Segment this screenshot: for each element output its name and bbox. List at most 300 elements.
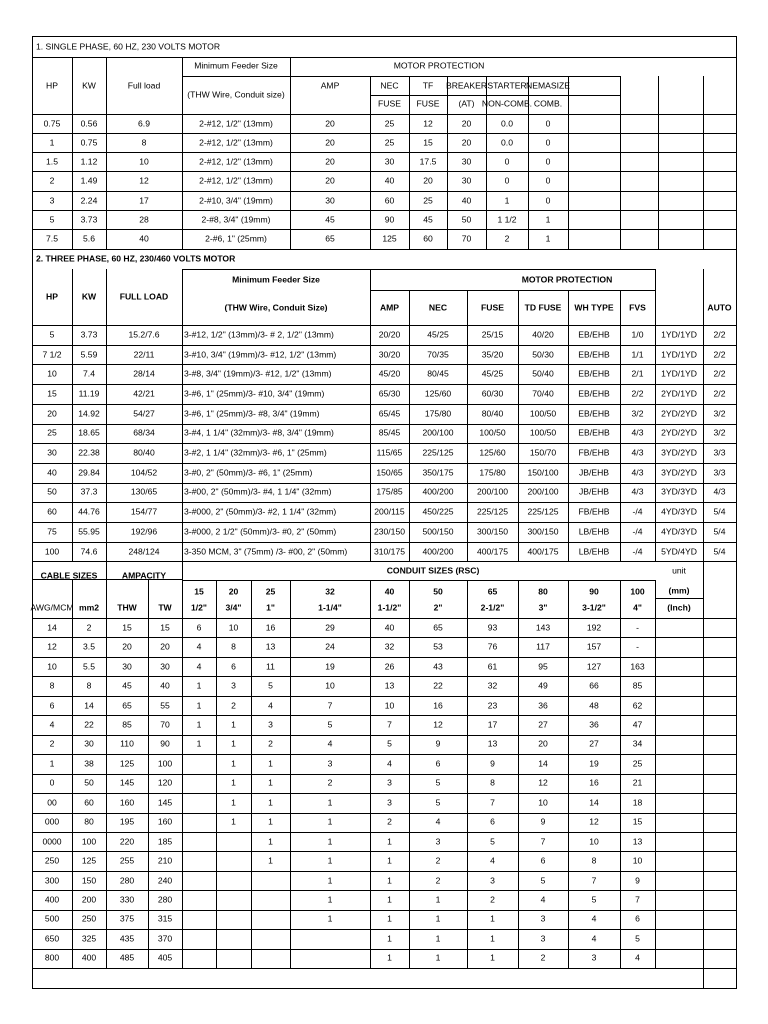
grid-line [467, 290, 468, 562]
table-cell: 3-#6, 1" (25mm)/3- #10, 3/4" (19mm) [184, 388, 325, 399]
table-cell: 1 1/2 [497, 214, 517, 225]
grid-line [32, 793, 737, 794]
table-cell: 127 [586, 661, 602, 672]
table-cell: 192 [586, 622, 602, 633]
table-cell: 8 [591, 855, 597, 866]
table-cell: 19 [589, 758, 599, 769]
table-cell: 1 [490, 933, 495, 944]
table-cell: 54/27 [133, 408, 155, 419]
table-cell: EB/EHB [578, 349, 610, 360]
grid-line [655, 598, 704, 599]
table-cell: 70 [160, 719, 170, 730]
table-cell: 400/200 [422, 546, 454, 557]
table-cell: 8 [49, 680, 55, 691]
table-cell: 65 [122, 700, 132, 711]
table-cell: 9 [540, 816, 546, 827]
table-cell: 1.12 [80, 156, 98, 167]
table-cell: 50 [47, 487, 57, 498]
table-cell: 3 [387, 778, 392, 789]
table-cell: 20 [325, 156, 335, 167]
grid-line [182, 561, 183, 969]
table-cell: 125 [382, 233, 397, 244]
table-cell: 17 [139, 195, 149, 206]
table-cell: 400 [81, 953, 97, 964]
table-cell: 2/2 [713, 349, 726, 360]
col-header: HP [46, 291, 58, 302]
table-cell: 5 [49, 329, 55, 340]
table-cell: 160 [119, 797, 135, 808]
table-cell: 45 [325, 214, 335, 225]
col-header: (Inch) [667, 602, 691, 613]
grid-line [568, 580, 569, 969]
table-cell: 2 [49, 175, 55, 186]
table-cell: 4 [327, 739, 333, 750]
table-cell: 150/70 [529, 447, 557, 458]
table-cell: 1 [268, 778, 273, 789]
grid-line [370, 290, 656, 291]
table-cell: 0 [545, 195, 551, 206]
table-cell: 18 [632, 797, 643, 808]
col-header: (THW Wire, Conduit Size) [224, 302, 328, 313]
col-header: 65 [487, 586, 498, 597]
table-cell: 1 [387, 855, 392, 866]
section1-title: 1. SINGLE PHASE, 60 HZ, 230 VOLTS MOTOR [36, 41, 221, 52]
table-cell: 70 [461, 233, 472, 244]
table-cell: 20 [160, 641, 170, 652]
table-cell: 200 [81, 894, 97, 905]
table-cell: 61 [487, 661, 498, 672]
table-cell: 255 [119, 855, 135, 866]
table-cell: 310/175 [373, 546, 406, 557]
grid-line [32, 735, 737, 736]
table-cell: 85 [122, 719, 132, 730]
grid-line [32, 637, 737, 638]
table-cell: 34 [632, 739, 643, 750]
table-cell: 1 [49, 758, 55, 769]
table-cell: 20 [423, 175, 433, 186]
table-cell: 100/50 [479, 428, 506, 439]
table-cell: 30/20 [378, 349, 401, 360]
grid-line [72, 269, 73, 562]
table-cell: 2/1 [631, 368, 644, 379]
table-cell: 45/20 [378, 368, 401, 379]
table-cell: 66 [589, 680, 599, 691]
table-cell: 25 [384, 118, 395, 129]
table-cell: 7 [387, 719, 392, 730]
table-cell: 154/77 [130, 506, 158, 517]
table-cell: 10 [47, 368, 57, 379]
grid-line [32, 890, 737, 891]
table-cell: 0 [504, 156, 510, 167]
table-cell: 1 [196, 700, 202, 711]
col-header: mm2 [78, 602, 100, 613]
table-cell: 26 [384, 661, 395, 672]
table-cell: 1 [387, 953, 392, 964]
table-cell: 40 [384, 175, 395, 186]
table-cell: 1 [327, 855, 333, 866]
col-header: Minimum Feeder Size [194, 60, 278, 71]
col-header: 15 [194, 586, 204, 597]
table-cell: 2/2 [713, 368, 726, 379]
table-cell: 315 [157, 914, 173, 925]
table-cell: 0 [504, 175, 510, 186]
table-cell: 15 [632, 816, 643, 827]
table-cell: 3 [540, 933, 546, 944]
table-cell: 29 [325, 622, 335, 633]
table-cell: 1/1 [631, 349, 644, 360]
grid-line [182, 76, 621, 77]
table-cell: 3-#8, 3/4" (19mm)/3- #12, 1/2" (13mm) [184, 368, 332, 379]
table-cell: 60 [423, 233, 433, 244]
table-cell: 27 [538, 719, 548, 730]
table-cell: 1 [196, 719, 202, 730]
col-header: 25 [265, 586, 276, 597]
grid-line [72, 579, 73, 969]
grid-line [32, 36, 33, 250]
table-cell: 3.73 [80, 329, 98, 340]
table-cell: 62 [632, 700, 643, 711]
table-cell: 44.76 [78, 506, 100, 517]
grid-line [32, 561, 737, 562]
table-cell: 6 [540, 855, 546, 866]
col-header: 2" [433, 602, 443, 613]
table-cell: 4 [196, 661, 202, 672]
table-cell: 20 [325, 175, 335, 186]
table-cell: 13 [384, 680, 395, 691]
table-cell: 1 [268, 758, 273, 769]
table-cell: 220 [119, 836, 135, 847]
table-cell: 3.73 [80, 214, 98, 225]
table-cell: 1 [490, 914, 495, 925]
table-cell: 157 [586, 641, 602, 652]
table-cell: 11.19 [78, 388, 100, 399]
table-cell: 9 [635, 875, 640, 886]
grid-line [32, 57, 737, 58]
table-cell: 2YD/1YD [661, 388, 697, 399]
table-cell: 3 [540, 914, 546, 925]
table-cell: 3-#4, 1 1/4" (32mm)/3- #8, 3/4" (19mm) [184, 428, 334, 439]
table-cell: 5 [268, 680, 273, 691]
table-cell: 45 [122, 680, 132, 691]
table-cell: 29.84 [78, 467, 100, 478]
table-cell: 76 [487, 641, 498, 652]
table-cell: FB/EHB [578, 506, 610, 517]
table-cell: 3-#2, 1 1/4" (32mm)/3- #6, 1" (25mm) [184, 447, 327, 458]
col-header: 1/2" [190, 602, 208, 613]
table-cell: 5YD/4YD [661, 546, 697, 557]
col-header: TF [422, 80, 434, 91]
grid-line [32, 910, 737, 911]
col-header: AMP [379, 302, 400, 313]
table-cell: 1 [231, 797, 236, 808]
table-cell: 3-#0, 2" (50mm)/3- #6, 1" (25mm) [184, 467, 313, 478]
table-cell: 3.5 [83, 641, 95, 652]
table-cell: 20 [461, 118, 472, 129]
table-cell: 7 [591, 875, 597, 886]
table-cell: 5 [387, 739, 392, 750]
table-cell: 60 [47, 506, 57, 517]
table-cell: 40 [384, 622, 395, 633]
table-cell: 1 [545, 233, 551, 244]
grid-line [32, 171, 737, 172]
grid-line [32, 968, 737, 969]
table-cell: 200/100 [527, 487, 559, 498]
table-cell: 248/124 [128, 546, 160, 557]
table-cell: 14 [538, 758, 548, 769]
table-cell: 4 [268, 700, 273, 711]
table-cell: 30 [384, 156, 395, 167]
table-cell: 2 [49, 739, 55, 750]
table-cell: EB/EHB [578, 388, 610, 399]
table-cell: 145 [119, 778, 135, 789]
table-cell: 8 [231, 641, 236, 652]
grid-line [409, 290, 410, 562]
table-cell: 1 [231, 778, 236, 789]
table-cell: 1 [327, 914, 333, 925]
table-cell: 3YD/3YD [661, 487, 697, 498]
grid-line [32, 229, 737, 230]
table-cell: 85/45 [378, 428, 401, 439]
table-cell: 210 [157, 855, 173, 866]
table-cell: 25 [632, 758, 643, 769]
table-cell: 280 [157, 894, 173, 905]
table-cell: 20 [461, 137, 472, 148]
table-cell: 240 [157, 875, 173, 886]
table-cell: 500/150 [422, 526, 454, 537]
grid-line [32, 715, 737, 716]
table-cell: 12 [433, 719, 443, 730]
col-header: CABLE SIZES [40, 571, 98, 582]
table-cell: 5 [49, 214, 55, 225]
table-cell: 10 [139, 156, 149, 167]
table-cell: 450/225 [422, 506, 454, 517]
table-cell: 2 [327, 778, 333, 789]
grid-line [32, 542, 737, 543]
table-cell: 22 [433, 680, 443, 691]
col-header: (mm) [668, 585, 690, 596]
table-cell: 400/175 [527, 546, 559, 557]
table-cell: 10 [228, 622, 239, 633]
col-header: KW [81, 291, 97, 302]
table-cell: 2/2 [631, 388, 644, 399]
grid-line [32, 210, 737, 211]
table-cell: 1.5 [46, 156, 58, 167]
col-header: Full load [127, 80, 161, 91]
grid-line [32, 114, 737, 115]
table-cell: - [636, 641, 639, 652]
table-cell: 3YD/2YD [661, 467, 697, 478]
table-cell: 1 [435, 933, 441, 944]
table-cell: 125 [119, 758, 135, 769]
table-cell: 5.6 [83, 233, 95, 244]
table-cell: 4YD/3YD [661, 526, 697, 537]
table-cell: 50 [84, 778, 94, 789]
table-cell: 1.49 [80, 175, 98, 186]
table-cell: 1YD/1YD [661, 349, 697, 360]
table-cell: 60/30 [481, 388, 504, 399]
table-cell: 30 [160, 661, 170, 672]
col-header: 3/4" [225, 602, 242, 613]
table-cell: 17.5 [419, 156, 437, 167]
col-header: unit [672, 565, 686, 576]
table-cell: 3-#12, 1/2" (13mm)/3- # 2, 1/2" (13mm) [184, 329, 334, 340]
grid-line [32, 463, 737, 464]
table-cell: 15.2/7.6 [128, 329, 160, 340]
grid-line [251, 580, 252, 969]
table-cell: 53 [433, 641, 443, 652]
table-cell: 650 [44, 933, 60, 944]
table-cell: 3/3 [713, 467, 726, 478]
table-cell: 2/2 [713, 388, 726, 399]
table-cell: 40 [160, 680, 170, 691]
table-cell: 125/60 [479, 447, 506, 458]
table-cell: 70/35 [427, 349, 449, 360]
grid-line [216, 580, 217, 969]
table-cell: 30 [325, 195, 335, 206]
grid-line [32, 404, 737, 405]
table-cell: 800 [44, 953, 60, 964]
grid-line [106, 269, 107, 562]
grid-line [32, 325, 737, 326]
col-header: Minimum Feeder Size [232, 274, 320, 285]
table-cell: 3 [591, 953, 597, 964]
table-cell: 3-#000, 2 1/2" (50mm)/3- #0, 2" (50mm) [184, 526, 337, 537]
table-cell: 16 [265, 622, 276, 633]
table-cell: 30 [461, 175, 472, 186]
col-header: FUSE [481, 302, 504, 313]
table-cell: 45 [423, 214, 433, 225]
grid-line [658, 76, 659, 250]
table-cell: 1 [435, 914, 441, 925]
table-cell: 10 [47, 661, 57, 672]
grid-line [568, 76, 569, 250]
table-cell: 4/3 [631, 428, 644, 439]
table-cell: 9 [490, 758, 495, 769]
col-header: 3" [538, 602, 548, 613]
col-header: NON-COMB. [481, 98, 533, 109]
col-header: THW [117, 602, 137, 613]
table-cell: 0 [545, 118, 551, 129]
grid-line [32, 133, 737, 134]
table-cell: 3/2 [631, 408, 644, 419]
table-cell: 21 [632, 778, 643, 789]
grid-line [32, 502, 737, 503]
table-cell: 1 [327, 894, 333, 905]
table-cell: 1 [231, 758, 236, 769]
table-cell: 50 [461, 214, 472, 225]
table-cell: 325 [81, 933, 97, 944]
table-cell: 74.6 [80, 546, 98, 557]
grid-line [32, 929, 737, 930]
table-cell: 30 [461, 156, 472, 167]
table-cell: 5 [435, 778, 441, 789]
table-cell: 2-#12, 1/2" (13mm) [199, 118, 273, 129]
grid-line [182, 57, 183, 250]
col-header: FVS [629, 302, 646, 313]
table-cell: 2 [435, 855, 441, 866]
grid-line [32, 561, 33, 989]
table-cell: 150/100 [527, 467, 559, 478]
table-cell: 20 [325, 137, 335, 148]
table-cell: 375 [119, 914, 135, 925]
table-cell: 3 [435, 836, 441, 847]
table-cell: 100 [44, 546, 60, 557]
table-cell: 50/40 [532, 368, 554, 379]
table-cell: 35/20 [481, 349, 504, 360]
grid-line [32, 191, 737, 192]
table-cell: 22/11 [133, 349, 155, 360]
table-cell: 3/2 [713, 408, 726, 419]
table-cell: 13 [265, 641, 276, 652]
table-cell: 0.75 [43, 118, 61, 129]
table-cell: 00 [47, 797, 57, 808]
table-cell: 5 [435, 797, 441, 808]
grid-line [32, 988, 737, 989]
table-cell: 1 [268, 816, 273, 827]
table-cell: 1YD/1YD [661, 368, 697, 379]
table-cell: 3 [49, 195, 55, 206]
table-cell: 2 [540, 953, 546, 964]
table-cell: 3 [490, 875, 495, 886]
table-cell: 7 1/2 [42, 349, 62, 360]
grid-line [32, 249, 33, 562]
grid-line [32, 949, 737, 950]
table-cell: 2-#12, 1/2" (13mm) [199, 137, 273, 148]
table-cell: 1 [327, 875, 333, 886]
table-cell: 100 [157, 758, 173, 769]
table-cell: 12 [423, 118, 433, 129]
table-cell: 36 [589, 719, 599, 730]
grid-line [32, 36, 737, 37]
table-cell: 65 [433, 622, 443, 633]
table-cell: -/4 [632, 506, 643, 517]
table-cell: 45/25 [427, 329, 449, 340]
table-cell: 192/96 [130, 526, 158, 537]
table-cell: 50/30 [532, 349, 554, 360]
table-cell: 6 [635, 914, 640, 925]
table-cell: 104/52 [130, 467, 158, 478]
table-cell: 100/50 [529, 408, 557, 419]
col-header: NEC [428, 302, 448, 313]
table-cell: 6 [196, 622, 202, 633]
table-cell: EB/EHB [578, 428, 610, 439]
grid-line [32, 851, 737, 852]
table-cell: 4/3 [631, 487, 644, 498]
table-cell: 22.38 [78, 447, 100, 458]
table-cell: 0.0 [501, 118, 513, 129]
table-cell: 115/65 [376, 447, 403, 458]
table-cell: 25 [384, 137, 395, 148]
table-cell: 90 [384, 214, 395, 225]
grid-line [736, 249, 737, 562]
table-cell: 0 [545, 175, 551, 186]
col-header: AMPACITY [121, 571, 167, 582]
table-cell: 160 [157, 816, 173, 827]
table-cell: 9 [435, 739, 441, 750]
col-header: NEMASIZE [526, 80, 570, 91]
col-header: CONDUIT SIZES (RSC) [386, 565, 480, 576]
table-cell: 250 [81, 914, 97, 925]
grid-line [32, 443, 737, 444]
col-header: (THW Wire, Conduit size) [187, 89, 285, 100]
table-cell: 200/115 [374, 506, 405, 517]
table-cell: 125/60 [424, 388, 452, 399]
col-header: FUSE [416, 98, 440, 109]
table-cell: 68/34 [133, 428, 155, 439]
table-cell: 10 [632, 855, 643, 866]
grid-line [703, 269, 704, 562]
grid-line [655, 269, 656, 562]
